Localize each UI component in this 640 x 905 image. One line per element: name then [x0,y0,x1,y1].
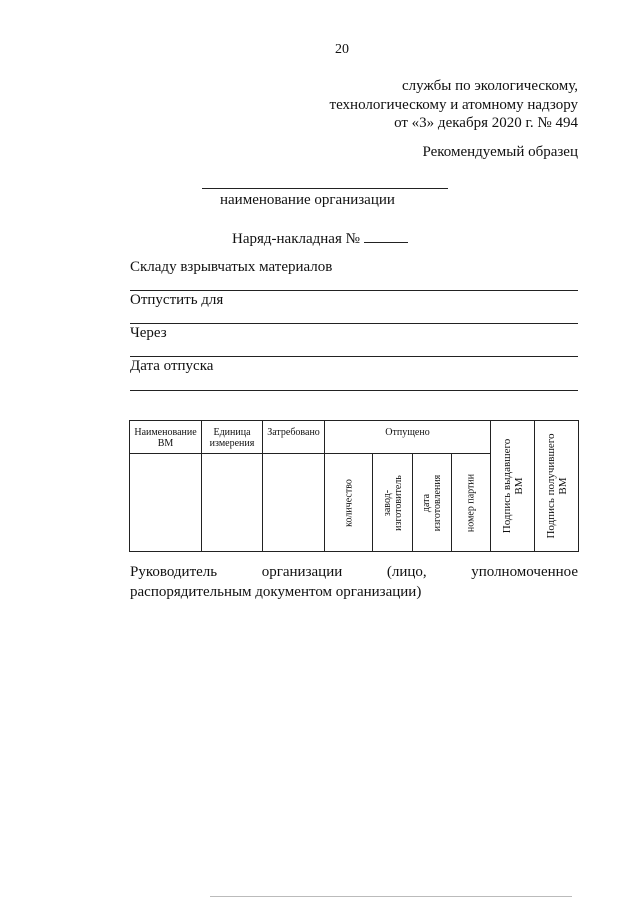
header-line-1: службы по экологическому, [402,78,578,94]
document-number-blank [364,228,408,243]
receiver-signature-line-2: ВМ [556,477,569,495]
col-header-issuer-signature [491,421,535,552]
organization-name-line [202,188,448,189]
issuer-signature-line-2: ВМ [512,477,525,495]
col-header-requested: Затребовано [263,421,325,454]
subcol-batch-number [452,454,491,552]
vm-release-table [129,420,579,552]
cell-name-empty [130,454,202,552]
subcol-batch-label: номер партии [465,473,477,532]
subcol-date-line-1: дата [421,493,432,512]
document-title-text: Наряд-накладная № [232,231,360,247]
field-release-for: Отпустить для [130,292,224,308]
field-release-for-line [130,323,578,324]
col-header-released: Отпущено [325,421,491,454]
header-line-3: от «3» декабря 2020 г. № 494 [394,115,578,131]
subcol-date-line-2: изготовления [432,474,443,531]
subcol-manufacturer-line-1: завод- [381,489,393,516]
field-via: Через [130,325,167,341]
field-release-date: Дата отпуска [130,358,214,374]
subcol-quantity-label: количество [343,478,354,527]
page-number: 20 [335,42,349,57]
col-header-name: Наименование ВМ [130,421,202,454]
subcol-quantity [325,454,373,552]
cell-requested-empty [263,454,325,552]
issuer-signature-line-1: Подпись выдавшего [500,438,513,534]
organization-name-caption: наименование организации [220,192,395,208]
subcol-manufacturer [373,454,413,552]
field-release-date-line [130,390,578,391]
page-bottom-edge [210,896,572,897]
cell-unit-empty [202,454,263,552]
document-title [232,228,408,248]
col-header-unit: Единица измерения [202,421,263,454]
field-via-line [130,356,578,357]
recommended-sample-label: Рекомендуемый образец [422,144,578,160]
subcol-manufacturer-line-2: изготовитель [392,474,404,531]
header-line-2: технологическому и атомному надзору [329,97,578,113]
field-warehouse: Складу взрывчатых материалов [130,259,333,275]
receiver-signature-line-1: Подпись получившего [544,433,557,539]
col-header-receiver-signature [535,421,579,552]
subcol-manufacture-date [413,454,452,552]
footer-signatory: Руководитель организации (лицо, уполномоченное распорядительным документом организации) [130,564,578,600]
field-warehouse-line [130,290,578,291]
